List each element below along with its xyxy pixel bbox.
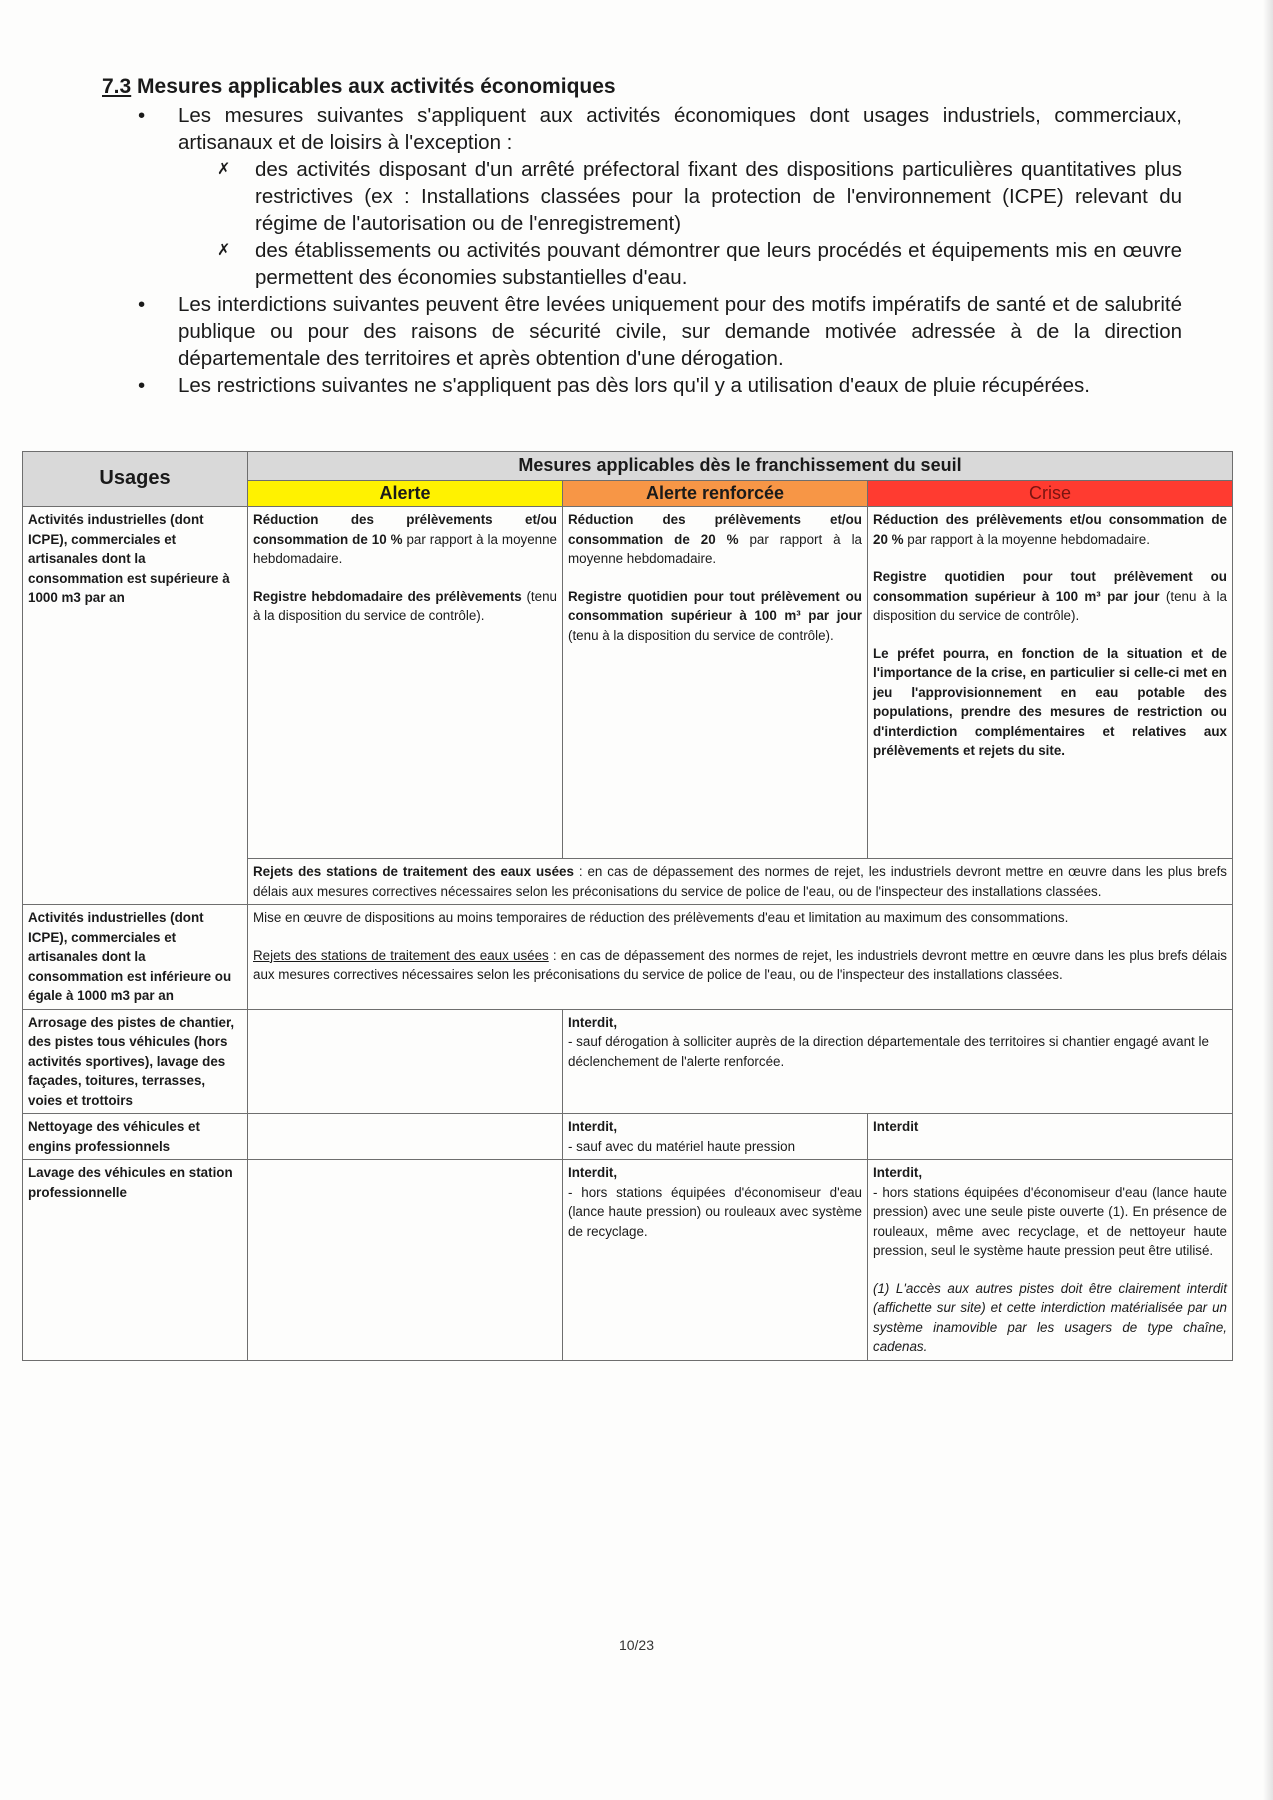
bullet-item — [178, 102, 1182, 291]
usage-cell: Activités industrielles (dont ICPE), commerciales et artisanales dont la consommation est supérieure à 1000 m3 par an — [23, 507, 248, 905]
interdit-detail: - sauf dérogation à solliciter auprès de la direction départementale des territoires si chantier engagé avant le déclenchement de l'alerte renforcée. — [568, 1034, 1209, 1069]
header-usages: Usages — [23, 452, 248, 507]
table-header-row — [23, 452, 1233, 481]
usage-cell: Arrosage des pistes de chantier, des pistes tous véhicules (hors activités sportives), lavage des façades, toitures, terrasses, voies et trottoirs — [23, 1009, 248, 1114]
alerte-cell — [248, 507, 563, 859]
measure-paragraph: Réduction des prélèvements et/ou consommation de 20 % par rapport à la moyenne hebdomadaire. — [873, 512, 1227, 547]
usage-cell: Activités industrielles (dont ICPE), commerciales et artisanales dont la consommation est inférieure ou égale à 1000 m3 par an — [23, 905, 248, 1010]
header-alerte: Alerte — [248, 480, 563, 507]
bullet-item: • Les interdictions suivantes peuvent être levées uniquement pour des motifs impératifs de santé et de salubrité publique ou pour des raisons de sécurité civile, sur demande motivée adressée à de la direction départementale des territoires et après obtention d'une dérogation. — [178, 291, 1182, 372]
interdit-label: Interdit, — [568, 1119, 618, 1134]
interdit-label: Interdit, — [568, 1014, 618, 1030]
measure-paragraph: Réduction des prélèvements et/ou consommation de 20 % par rapport à la moyenne hebdomadaire. — [568, 512, 862, 566]
measures-cell — [248, 905, 1233, 1010]
measure-paragraph: Réduction des prélèvements et/ou consommation de 10 % par rapport à la moyenne hebdomadaire. — [253, 512, 557, 566]
interdit-detail: - hors stations équipées d'économiseur d'eau (lance haute pression) avec une seule piste ouverte (1). En présence de rouleaux, même avec recyclage, et de nettoyeur haute pression, seul le système haute pression peut être utilisé. — [873, 1184, 1227, 1258]
alerte-renforcee-cell — [563, 1114, 868, 1160]
bullet-list — [102, 102, 1182, 399]
section-7-3 — [102, 74, 1182, 399]
interdit-label: Interdit, — [873, 1165, 923, 1180]
crise-cell — [868, 1114, 1233, 1160]
header-mesures: Mesures applicables dès le franchissement du seuil — [248, 452, 1233, 481]
table-row — [23, 507, 1233, 859]
usage-cell: Nettoyage des véhicules et engins professionnels — [23, 1114, 248, 1160]
section-title-text: Mesures applicables aux activités économiques — [137, 75, 616, 98]
sub-bullet-item: ✗ des activités disposant d'un arrêté préfectoral fixant des dispositions particulières quantitatives plus restrictives (ex : Installations classées pour la protection de l'environnement (ICPE) relevant du régime de l'autorisation ou de l'enregistrement) — [255, 156, 1182, 237]
sub-bullet-list — [178, 156, 1182, 291]
usage-cell: Lavage des véhicules en station professionnelle — [23, 1160, 248, 1361]
measure-paragraph: Rejets des stations de traitement des eaux usées : en cas de dépassement des normes de rejet, les industriels devront mettre en œuvre dans les plus brefs délais aux mesures correctives nécessaires selon les préconisations du service de police de l'eau, ou de l'inspecteur des installations classées. — [253, 947, 1227, 982]
interdit-detail: - sauf avec du matériel haute pression — [568, 1138, 796, 1154]
table-row — [23, 1114, 1233, 1160]
header-alerte-renforcee: Alerte renforcée — [563, 480, 868, 507]
rejets-cell — [248, 859, 1233, 905]
measure-paragraph: Registre quotidien pour tout prélèvement ou consommation supérieur à 100 m³ par jour (tenu à la disposition du service de contrôle). — [568, 588, 862, 643]
bullet-text: Les mesures suivantes s'appliquent aux activités économiques dont usages industriels, commerciaux, artisanaux et de loisirs à l'exception : — [178, 104, 1182, 154]
table-row — [23, 905, 1233, 1010]
crise-cell — [868, 507, 1233, 859]
measures-table — [22, 451, 1233, 1361]
header-crise: Crise — [868, 480, 1233, 507]
interdit-label: Interdit — [873, 1119, 919, 1134]
alerte-cell — [248, 1114, 563, 1160]
measure-paragraph: Registre quotidien pour tout prélèvement ou consommation supérieur à 100 m³ par jour (tenu à la disposition du service de contrôle). — [873, 569, 1227, 623]
bullet-item: • Les restrictions suivantes ne s'appliquent pas dès lors qu'il y a utilisation d'eaux de pluie récupérées. — [178, 372, 1182, 399]
alerte-cell — [248, 1009, 563, 1114]
page-edge-shadow — [1263, 0, 1273, 1800]
page-number: 10/23 — [618, 1637, 655, 1653]
measure-paragraph: Le préfet pourra, en fonction de la situation et de l'importance de la crise, en particulier si celle-ci met en jeu l'approvisionnement en eau potable des populations, prendre des mesures de restriction ou d'interdiction complémentaires et relatives aux prélèvements et rejets du site. — [873, 645, 1227, 758]
footnote: (1) L'accès aux autres pistes doit être clairement interdit (affichette sur site) et cette interdiction matérialisée par un système inamovible par les usagers de type chaîne, cadenas. — [873, 1280, 1227, 1354]
alerte-renforcee-cell — [563, 507, 868, 859]
table-row — [23, 1009, 1233, 1114]
section-number: 7.3 — [102, 75, 132, 98]
crise-cell — [868, 1160, 1233, 1361]
alerte-renforcee-cell — [563, 1160, 868, 1361]
measure-paragraph: Rejets des stations de traitement des eaux usées : en cas de dépassement des normes de rejet, les industriels devront mettre en œuvre dans les plus brefs délais aux mesures correctives nécessaires selon les préconisations du service de police de l'eau, ou de l'inspecteur des installations classées. — [253, 864, 1227, 899]
measure-paragraph: Mise en œuvre de dispositions au moins temporaires de réduction des prélèvements d'eau et limitation au maximum des consommations. — [253, 910, 1069, 925]
measure-paragraph: Registre hebdomadaire des prélèvements (tenu à la disposition du service de contrôle). — [253, 588, 557, 623]
alerte-cell — [248, 1160, 563, 1361]
table-row — [23, 1160, 1233, 1361]
interdit-detail: - hors stations équipées d'économiseur d'eau (lance haute pression) ou rouleaux avec système de recyclage. — [568, 1184, 862, 1239]
renforcee-crise-cell — [563, 1009, 1233, 1114]
sub-bullet-item: ✗ des établissements ou activités pouvant démontrer que leurs procédés et équipements mis en œuvre permettent des économies substantielles d'eau. — [255, 237, 1182, 291]
interdit-label: Interdit, — [568, 1165, 618, 1180]
section-title — [102, 74, 1182, 100]
